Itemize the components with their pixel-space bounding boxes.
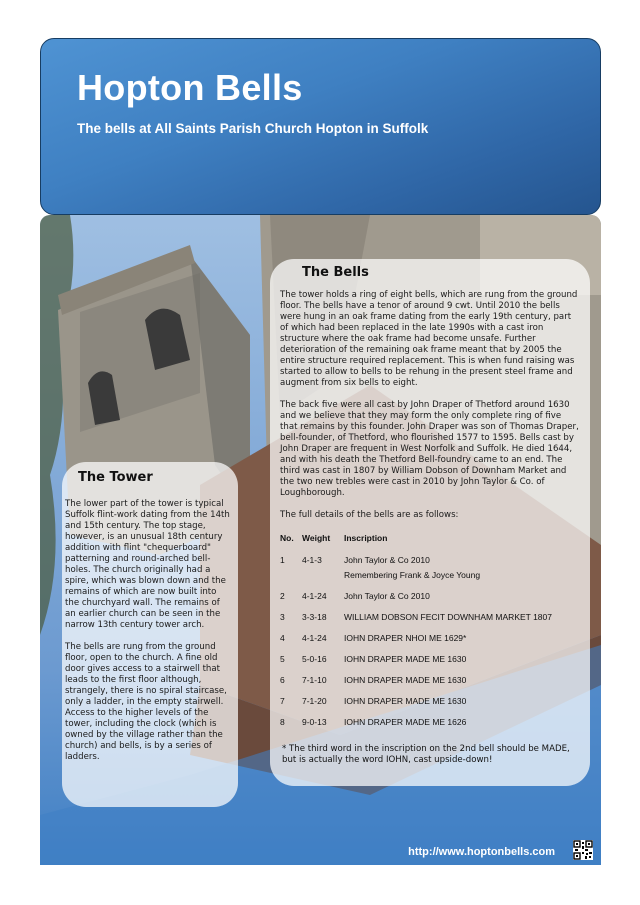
- bells-panel: [270, 259, 590, 786]
- column-header-no: No.: [280, 533, 294, 543]
- bell-inscription: IOHN DRAPER NHOI ME 1629*: [344, 633, 467, 643]
- header-banner: [40, 38, 601, 215]
- bell-inscription: WILLIAM DOBSON FECIT DOWNHAM MARKET 1807: [344, 612, 552, 622]
- bell-weight: 9-0-13: [302, 717, 327, 727]
- qr-code-icon: [573, 840, 593, 860]
- bell-weight: 7-1-20: [302, 696, 327, 706]
- table-row: [280, 555, 552, 591]
- tower-text: [65, 499, 232, 763]
- bells-paragraph: The back five were all cast by John Draper of Thetford around 1630 and we believe that they may form the only complete ring of five that remains by this founder. John Draper was son of Thomas Draper, bell-founder, of Thetford, who flourished 1577 to 1595. Bells cast by John Draper are frequent in West Norfolk and Suffolk. He died 1644, and with his death the Thetford Bell-foundry came to an end. The third was cast in 1807 by William Dobson of Downham Market and the two new trebles were cast in 2010 by John Taylor & Co. of Loughborough.: [280, 400, 579, 498]
- bell-number: 6: [280, 675, 285, 685]
- table-row: [280, 696, 552, 717]
- bells-table: [280, 533, 552, 738]
- bell-weight: 4-1-24: [302, 591, 327, 601]
- bell-weight: 7-1-10: [302, 675, 327, 685]
- bell-number: 2: [280, 591, 285, 601]
- tower-paragraph: The bells are rung from the ground floor, open to the church. A fine old door gives access to a stairwell that leads to the first floor although, strangely, there is no spiral staircase, only a ladder, in the empty stairwell. Access to the higher levels of the tower, including the clock (which is owned by the village rather than the church) and bells, is by a series of ladders.: [65, 642, 227, 762]
- table-header-row: [280, 533, 552, 555]
- bell-number: 5: [280, 654, 285, 664]
- page-title: Hopton Bells: [77, 67, 303, 108]
- bell-inscription: John Taylor & Co 2010: [344, 591, 430, 601]
- footer-bar: [40, 832, 601, 866]
- bell-number: 1: [280, 555, 285, 565]
- bell-weight: 3-3-18: [302, 612, 327, 622]
- bell-number: 3: [280, 612, 285, 622]
- table-row: [280, 717, 552, 738]
- bell-number: 7: [280, 696, 285, 706]
- bell-inscription-secondary: Remembering Frank & Joyce Young: [344, 570, 481, 580]
- bell-inscription: IOHN DRAPER MADE ME 1630: [344, 654, 467, 664]
- bell-weight: 4-1-3: [302, 555, 322, 565]
- inscription-footnote: * The third word in the inscription on the 2nd bell should be MADE, but is actually the word IOHN, cast upside-down!: [282, 744, 570, 765]
- tower-heading: The Tower: [78, 470, 153, 485]
- table-row: [280, 654, 552, 675]
- table-row: [280, 633, 552, 654]
- website-link[interactable]: http://www.hoptonbells.com: [408, 846, 555, 858]
- bell-weight: 5-0-16: [302, 654, 327, 664]
- bell-inscription: IOHN DRAPER MADE ME 1630: [344, 696, 467, 706]
- bells-paragraph: The tower holds a ring of eight bells, which are rung from the ground floor. The bells have a tenor of around 9 cwt. Until 2010 the bells were hung in an oak frame dating from the early 19th century, part of which had been replaced in the late 1990s with a cast iron structure where the oak frame had become unsafe. Further deterioration of the remaining oak frame meant that by 2005 the entire structure required replacement. This is when fund raising was started to allow to bells to be rehung in the present steel frame and augment from six bells to eight.: [280, 290, 578, 388]
- table-row: [280, 675, 552, 696]
- table-row: [280, 612, 552, 633]
- bell-inscription: IOHN DRAPER MADE ME 1626: [344, 717, 467, 727]
- tower-panel: [62, 462, 238, 807]
- bell-inscription-cell: [344, 555, 552, 591]
- bells-paragraph: The full details of the bells are as follows:: [280, 510, 459, 520]
- column-header-inscription: Inscription: [344, 533, 388, 543]
- bells-text: [280, 290, 580, 521]
- bell-inscription: John Taylor & Co 2010: [344, 555, 430, 565]
- column-header-weight: Weight: [302, 533, 331, 543]
- page-subtitle: The bells at All Saints Parish Church Hopton in Suffolk: [77, 121, 429, 136]
- bell-number: 4: [280, 633, 285, 643]
- bell-inscription: IOHN DRAPER MADE ME 1630: [344, 675, 467, 685]
- bells-heading: The Bells: [302, 265, 369, 280]
- bell-weight: 4-1-24: [302, 633, 327, 643]
- bell-number: 8: [280, 717, 285, 727]
- tower-paragraph: The lower part of the tower is typical Suffolk flint-work dating from the 14th and 15th century. The top stage, however, is an unusual 18th century addition with flint "chequerboard" patterning and round-arched bell-holes. The church originally had a spire, which was blown down and the remains of which are now built into the churchyard wall. The remains of an earlier church can be seen in the narrow 13th century tower arch.: [65, 499, 230, 630]
- table-row: [280, 591, 552, 612]
